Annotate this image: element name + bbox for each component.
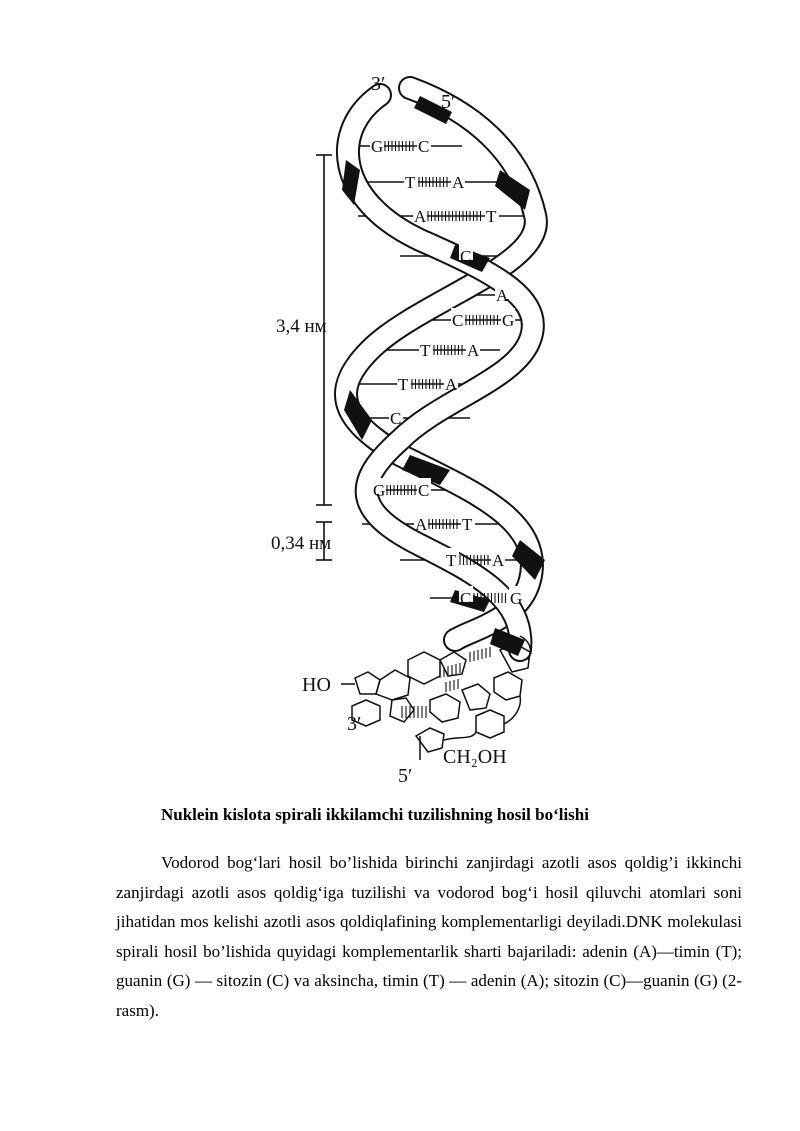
strand-end-label-bottom-5: 5′ — [398, 765, 413, 787]
body-paragraph: Vodorod bog‘lari hosil bo’lishida birinchi zanjirdagi azotli asos qoldig’i ikkinchi zanjirdagi azotli asos qoldig‘iga tuzilishi va vodorod bog‘i hosil qiluvchi atomlari soni jihatidan mos kelishi azotli asos qoldiqlafining komplementarligi deyiladi.DNK molekulasi spirali hosil bo’lishida quyidagi komplementarlik sharti bajariladi: adenin (A)—timin (T); guanin (G) — sitozin (C) va aksincha, timin (T) — adenin (A); sitozin (C)—guanin (G) (2-rasm). — [116, 853, 742, 1020]
dimension-3-4-nm-label: 3,4 нм — [276, 316, 327, 337]
base-letter: A — [445, 375, 458, 394]
strand-end-label-top-3: 3′ — [371, 73, 386, 95]
strand-end-label-bottom-3: 3′ — [347, 713, 362, 735]
ch2oh-label: CH₂OH — [443, 746, 507, 768]
nucleotide-ring-structures — [341, 636, 530, 760]
base-letter: G — [510, 589, 523, 608]
base-letter: C — [418, 137, 430, 156]
dimension-0-34-nm-label: 0,34 нм — [271, 533, 332, 554]
base-letter: C — [390, 409, 402, 428]
base-letter: C — [460, 247, 472, 266]
base-letter: T — [405, 173, 416, 192]
base-letter: A — [415, 515, 428, 534]
base-letter: C — [452, 311, 464, 330]
base-letter: A — [414, 207, 427, 226]
base-letter: G — [502, 311, 515, 330]
base-letter: G — [371, 137, 384, 156]
figure-caption: Nuklein kislota spirali ikkilamchi tuzilishning hosil bo‘lishi — [161, 805, 589, 824]
base-letter: T — [398, 375, 409, 394]
base-letter: C — [460, 589, 472, 608]
base-letter: T — [420, 341, 431, 360]
base-letter: A — [492, 551, 505, 570]
strand-end-label-top-5: 5′ — [441, 91, 456, 113]
base-letter: G — [373, 481, 386, 500]
hydrogen-bond-hatches — [402, 647, 490, 718]
base-letter: A — [496, 286, 509, 305]
hydroxyl-label: HO — [302, 674, 331, 696]
base-letter: T — [486, 207, 497, 226]
base-letter: C — [418, 481, 430, 500]
dimension-markers — [316, 155, 332, 560]
base-letter: A — [467, 341, 480, 360]
base-letter: A — [452, 173, 465, 192]
base-letter: T — [462, 515, 473, 534]
base-letter: T — [446, 551, 457, 570]
